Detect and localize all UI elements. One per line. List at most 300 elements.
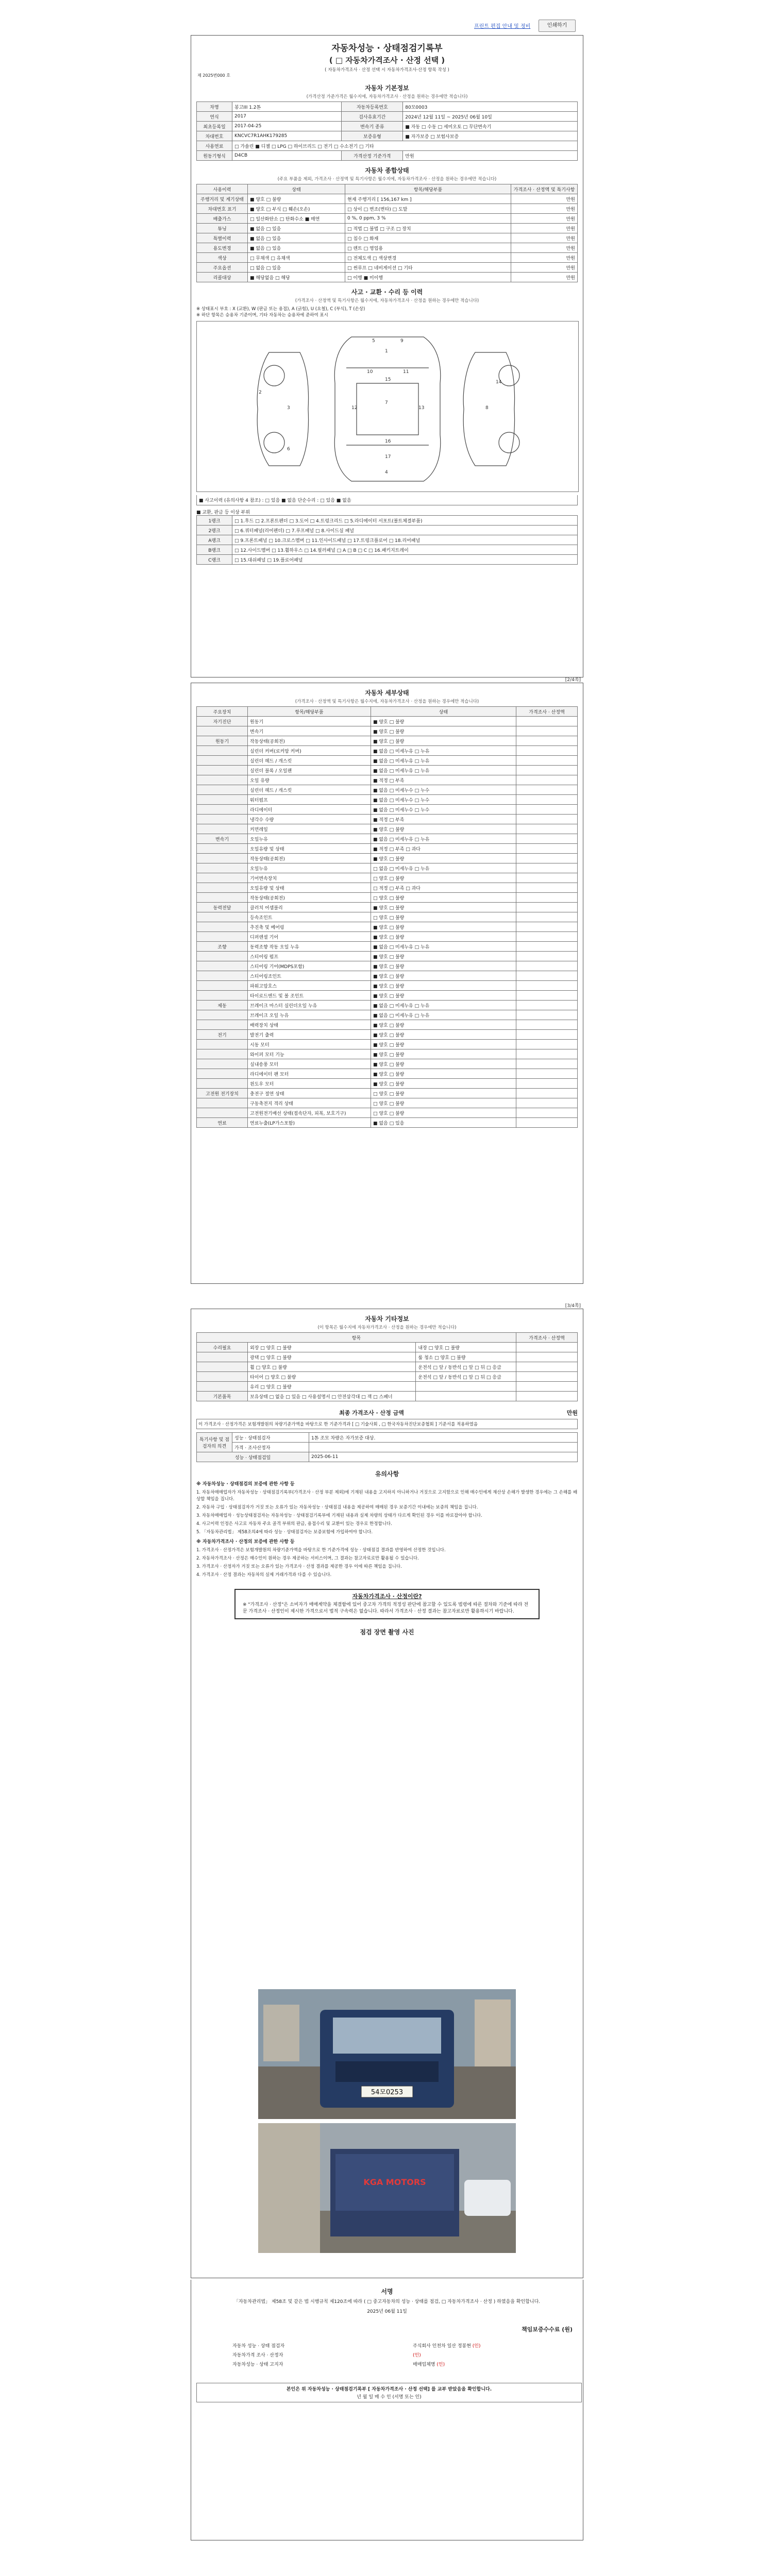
- other-group: [197, 1362, 248, 1372]
- car-top-view: [334, 337, 441, 481]
- detail-group: [197, 795, 248, 805]
- other-group: 수리필요: [197, 1343, 248, 1352]
- other-amount: [516, 1372, 578, 1382]
- detail-group: [197, 766, 248, 775]
- detail-group: [197, 854, 248, 863]
- other-group: [197, 1382, 248, 1392]
- special-value: [309, 1443, 578, 1452]
- detail-item: 작동상태(공회전): [248, 854, 371, 863]
- parts-list: □ 15.대쉬패널 □ 19.플로어패널: [232, 555, 578, 565]
- detail-item: 실린더 헤드 / 개스킷: [248, 756, 371, 766]
- basic-label: 가격산정 기준가격: [342, 151, 403, 161]
- notice-block-2: [196, 1539, 578, 1579]
- status-row: [197, 263, 578, 273]
- detail-item: 오일누유: [248, 863, 371, 873]
- page-3: [191, 1303, 583, 2278]
- detail-item: 오일누유: [248, 834, 371, 844]
- detail-group: [197, 1098, 248, 1108]
- photo-front: [258, 1989, 516, 2119]
- status-item: 특별이력: [197, 233, 248, 243]
- part-label: 4: [385, 470, 388, 475]
- detail-state: ■ 양호 □ 불량: [371, 1069, 516, 1079]
- detail-row: [197, 824, 578, 834]
- detail-row: [197, 1020, 578, 1030]
- detail-amount: [516, 1108, 578, 1118]
- basic-value: 2024년 12월 11일 ~ 2025년 06월 10일: [403, 112, 578, 122]
- photo-title: 점검 장면 촬영 사진: [360, 1629, 414, 1636]
- banner-title: 자동차가격조사 · 산정이란?: [352, 1593, 422, 1600]
- detail-state: ■ 양호 □ 불량: [371, 971, 516, 981]
- basic-info-row: [197, 122, 578, 131]
- notice-item: 1. 가격조사 · 산정가격은 보험개발원의 차량기준가액을 바탕으로 한 기준가격에 성능 · 상태점검 결과를 반영하여 산정한 것입니다.: [196, 1548, 446, 1553]
- other-amount: [516, 1343, 578, 1352]
- detail-row: [197, 1001, 578, 1010]
- detail-amount: [516, 1089, 578, 1098]
- other-group: [197, 1372, 248, 1382]
- basic-value: 2017-04-25: [232, 122, 342, 131]
- other-row: [197, 1343, 578, 1352]
- other-amount: [516, 1392, 578, 1401]
- detail-row: [197, 775, 578, 785]
- status-amount: 만원: [511, 263, 578, 273]
- final-amount-title: 최종 가격조사 · 산정 금액: [339, 1410, 404, 1416]
- detail-row: [197, 1040, 578, 1049]
- detail-amount: [516, 1030, 578, 1040]
- detail-row: [197, 903, 578, 912]
- detail-header: 주요장치: [197, 707, 248, 717]
- status-amount: 만원: [511, 204, 578, 214]
- detail-group: 자기진단: [197, 717, 248, 726]
- detail-amount: [516, 971, 578, 981]
- detail-amount: [516, 1069, 578, 1079]
- detail-item: 오일 유량: [248, 775, 371, 785]
- detail-amount: [516, 1049, 578, 1059]
- detail-item: 윈도우 모터: [248, 1079, 371, 1089]
- detail-amount: [516, 863, 578, 873]
- license-plate: 54모0253: [371, 2089, 404, 2096]
- status-state: ■ 해당없음 □ 해당: [248, 273, 345, 282]
- detail-state: ■ 없음 □ 미세누수 □ 누수: [371, 795, 516, 805]
- status-detail: □ 이행 ■ 미이행: [345, 273, 511, 282]
- detail-amount: [516, 815, 578, 824]
- detail-row: [197, 795, 578, 805]
- status-row: [197, 224, 578, 233]
- detail-item: 커먼레일: [248, 824, 371, 834]
- shop-banner: KGA MOTORS: [363, 2177, 426, 2187]
- detail-title: 자동차 세부상태: [365, 689, 409, 697]
- detail-item: 타이로드엔드 및 볼 조인트: [248, 991, 371, 1001]
- detail-state: ■ 없음 □ 미세누유 □ 누유: [371, 1010, 516, 1020]
- signer-name: 주식회사 인천차 일산 정봉현: [413, 2344, 471, 2349]
- parts-list: □ 12.사이드멤버 □ 13.휠하우스 □ 14.필러패널 □ A □ B □ C □ 16.패키지트레이: [232, 545, 578, 555]
- status-state: ■ 없음 □ 있음: [248, 224, 345, 233]
- signer-role: 자동차성능 · 상태 고지자: [232, 2362, 283, 2367]
- detail-row: [197, 1030, 578, 1040]
- detail-state: ■ 양호 □ 불량: [371, 932, 516, 942]
- detail-item: 냉각수 수량: [248, 815, 371, 824]
- status-amount: 만원: [511, 243, 578, 253]
- status-detail: □ 전체도색 □ 색상변경: [345, 253, 511, 263]
- status-row: [197, 214, 578, 224]
- detail-item: 등속조인트: [248, 912, 371, 922]
- detail-item: 워터펌프: [248, 795, 371, 805]
- detail-amount: [516, 1001, 578, 1010]
- detail-group: [197, 1069, 248, 1079]
- detail-row: [197, 805, 578, 815]
- car-right-rear-wheel: [499, 432, 519, 453]
- detail-amount: [516, 952, 578, 961]
- basic-value: 만원: [403, 151, 578, 161]
- signer-role: 자동차가격 조사 · 산정자: [232, 2353, 283, 2358]
- notice-item: 5. 「자동차관리법」 제58조의4에 따라 성능 · 상태점검자는 보증보험에 가입하여야 합니다.: [196, 1530, 373, 1535]
- other-b: 운전석 □ 앞 / 동반석 □ 앞 □ 뒤 □ 응급: [416, 1372, 516, 1382]
- notice-item: 4. 사고이력 인정은 사고로 자동차 주요 골격 부위의 판금, 용접수리 및 교환이 있는 경우로 한정합니다.: [196, 1521, 392, 1527]
- detail-item: 브레이크 오일 누유: [248, 1010, 371, 1020]
- detail-item: 실내송풍 모터: [248, 1059, 371, 1069]
- status-amount: 만원: [511, 214, 578, 224]
- detail-amount: [516, 717, 578, 726]
- detail-group: [197, 746, 248, 756]
- detail-amount: [516, 746, 578, 756]
- detail-group: [197, 1040, 248, 1049]
- document-note: ( 자동차가격조사 · 산정 선택 시 자동차가격조사·산정 항목 작성 ): [325, 67, 449, 73]
- sign-title: 서명: [381, 2288, 393, 2295]
- status-row: [197, 253, 578, 263]
- banner-text: ※ "가격조사 · 산정"은 소비자가 매매계약을 체결함에 있어 중고차 가격의 적정성 판단에 참고할 수 있도록 법령에 따른 절차와 기준에 따라 전문 가격조사 · 산정인이 제시한 가격으로서 법적 구속력은 없습니다. 따라서 가격조사 · 산정 결과는 참고자료로만 활용하시기 바랍니다.: [243, 1602, 529, 1614]
- basic-info-row: [197, 151, 578, 161]
- detail-amount: [516, 1079, 578, 1089]
- basic-label: 최초등록일: [197, 122, 232, 131]
- parts-rank: B랭크: [197, 545, 232, 555]
- status-item: 튜닝: [197, 224, 248, 233]
- parts-row: [197, 516, 578, 526]
- part-label: 12: [351, 405, 358, 411]
- detail-item: 라디에이터: [248, 805, 371, 815]
- part-label: 2: [259, 390, 262, 395]
- status-item: 주행거리 및 계기상태: [197, 194, 248, 204]
- status-item: 용도변경: [197, 243, 248, 253]
- status-amount: 만원: [511, 273, 578, 282]
- basic-label: 연식: [197, 112, 232, 122]
- detail-item: 브레이크 마스터 실린더오일 누유: [248, 1001, 371, 1010]
- other-amount: [516, 1382, 578, 1392]
- detail-row: [197, 834, 578, 844]
- detail-state: ■ 적정 □ 부족: [371, 815, 516, 824]
- status-detail: □ 적법 □ 불법 □ 구조 □ 장치: [345, 224, 511, 233]
- detail-state: ■ 양호 □ 불량: [371, 961, 516, 971]
- detail-group: [197, 922, 248, 932]
- other-a: 유리 □ 양호 □ 불량: [248, 1382, 416, 1392]
- detail-amount: [516, 932, 578, 942]
- parts-list: □ 1.후드 □ 2.프론트펜더 □ 3.도어 □ 4.트렁크리드 □ 5.라디에이터 서포트(볼트체결부품): [232, 516, 578, 526]
- detail-state: ■ 양호 □ 불량: [371, 736, 516, 746]
- document-title: 자동차성능 · 상태점검기록부: [331, 43, 443, 54]
- notice-item: 3. 가격조사 · 산정자가 거짓 또는 오류가 있는 가격조사 · 산정 결과를 제공한 경우 이에 따른 책임을 집니다.: [196, 1564, 402, 1569]
- status-detail: □ 상이 □ 변조(변타) □ 도말: [345, 204, 511, 214]
- other-header: 가격조사 · 산정액: [516, 1333, 578, 1343]
- detail-row: [197, 756, 578, 766]
- detail-state: ■ 없음 □ 미세누유 □ 누유: [371, 746, 516, 756]
- detail-row: [197, 991, 578, 1001]
- detail-amount: [516, 991, 578, 1001]
- inspection-date-value: 2025-06-11: [309, 1452, 578, 1462]
- detail-row: [197, 1069, 578, 1079]
- status-detail: 0 %, 0 ppm, 3 %: [345, 214, 511, 224]
- detail-amount: [516, 844, 578, 854]
- other-b: 운전석 □ 앞 / 동반석 □ 앞 □ 뒤 □ 응급: [416, 1362, 516, 1372]
- detail-item: 스티어링조인트: [248, 971, 371, 981]
- detail-group: [197, 1049, 248, 1059]
- detail-group: [197, 785, 248, 795]
- detail-group: [197, 952, 248, 961]
- notice-title: 유의사항: [375, 1470, 399, 1478]
- notice-item: 1. 자동차매매업자가 자동차성능 · 상태점검기록부(가격조사 · 산정 부분 제외)에 기재된 내용을 고지하지 아니하거나 거짓으로 고지함으로 인해 매수인에게 재산상 손해가 발생한 경우에는 그 손해를 배상할 책임을 집니다.: [196, 1490, 578, 1502]
- detail-state: ■ 양호 □ 불량: [371, 1059, 516, 1069]
- detail-group: [197, 961, 248, 971]
- status-state: ■ 양호 □ 불량: [248, 194, 345, 204]
- notice-block-1: [196, 1481, 578, 1536]
- detail-amount: [516, 961, 578, 971]
- detail-row: [197, 883, 578, 893]
- part-label: 11: [403, 369, 409, 375]
- detail-group: [197, 863, 248, 873]
- page-1: [191, 35, 583, 677]
- car-right-front-wheel: [499, 365, 519, 386]
- detail-item: 구동축전지 격리 상태: [248, 1098, 371, 1108]
- basic-label: 보증유형: [342, 131, 403, 141]
- accident-flag: ■ 사고이력 (유의사항 4 참조) : □ 있음 ■ 없음 단순수리 : □ 있음 ■ 없음: [196, 495, 578, 505]
- detail-item: 배력장치 상태: [248, 1020, 371, 1030]
- detail-group: 전기: [197, 1030, 248, 1040]
- detail-amount: [516, 805, 578, 815]
- status-row: [197, 273, 578, 282]
- sign-text: 「자동차관리법」 제58조 및 같은 법 시행규칙 제120조에 따라 ( □ 중고자동차의 성능 · 상태를 점검, □ 자동차가격조사 · 산정 ) 하였음을 확인합니다.: [233, 2299, 541, 2304]
- detail-state: □ 양호 □ 불량: [371, 1108, 516, 1118]
- other-amount: [516, 1352, 578, 1362]
- part-label: 8: [485, 405, 489, 411]
- basic-label: 변속기 종류: [342, 122, 403, 131]
- status-table: [196, 184, 578, 282]
- basic-value: ■ 자가보증 □ 보험사보증: [403, 131, 578, 141]
- detail-group: [197, 1010, 248, 1020]
- detail-amount: [516, 903, 578, 912]
- other-a: 보유상태 □ 없음 □ 있음 □ 사용설명서 □ 안전삼각대 □ 잭 □ 스패너: [248, 1392, 416, 1401]
- detail-state: □ 적정 □ 부족 □ 과다: [371, 883, 516, 893]
- other-b: [416, 1382, 516, 1392]
- detail-row: [197, 922, 578, 932]
- status-state: □ 없음 □ 있음: [248, 263, 345, 273]
- parts-list: □ 9.프론트패널 □ 10.크로스멤버 □ 11.인사이드패널 □ 17.트렁크플로어 □ 18.리어패널: [232, 535, 578, 545]
- car-left-rear-wheel: [264, 432, 284, 453]
- detail-state: ■ 없음 □ 미세누유 □ 누유: [371, 766, 516, 775]
- car-left-side: [257, 352, 308, 466]
- special-value: 1톤 조모 차량은 자가보증 대상.: [309, 1433, 578, 1443]
- status-header: 사용이력: [197, 184, 248, 194]
- status-title: 자동차 종합상태: [365, 167, 409, 174]
- other-a: 외장 □ 양호 □ 불량: [248, 1343, 416, 1352]
- detail-state: ■ 없음 □ 있음: [371, 1118, 516, 1128]
- detail-state: ■ 양호 □ 불량: [371, 824, 516, 834]
- detail-group: 제동: [197, 1001, 248, 1010]
- detail-group: [197, 1020, 248, 1030]
- detail-group: [197, 775, 248, 785]
- detail-item: 변속기: [248, 726, 371, 736]
- other-header: 항목: [197, 1333, 516, 1343]
- status-header: 항목/해당부품: [345, 184, 511, 194]
- other-row: [197, 1392, 578, 1401]
- print-button[interactable]: 인쇄하기: [539, 20, 576, 32]
- basic-label: 사용연료: [197, 141, 232, 151]
- special-key: 성능 · 상태점검자: [232, 1433, 309, 1443]
- detail-table: [196, 706, 578, 1128]
- parts-row: [197, 535, 578, 545]
- basic-value: □ 가솔린 ■ 디젤 □ LPG □ 하이브리드 □ 전기 □ 수소전기 □ 기타: [232, 141, 578, 151]
- basic-info-title: 자동차 기본정보: [365, 84, 409, 92]
- detail-state: ■ 양호 □ 불량: [371, 1049, 516, 1059]
- status-detail: □ 침수 □ 화재: [345, 233, 511, 243]
- detail-item: 작동상태(공회전): [248, 736, 371, 746]
- detail-item: 충전구 절연 상태: [248, 1089, 371, 1098]
- detail-row: [197, 942, 578, 952]
- detail-row: [197, 863, 578, 873]
- parts-rank: 2랭크: [197, 526, 232, 535]
- detail-state: ■ 양호 □ 불량: [371, 903, 516, 912]
- notice-item: 3. 자동차매매업자 · 성능상태점검자는 자동차성능 · 상태점검기록부에 기재된 내용과 실제 차량의 상태가 다르게 확인된 경우 이를 바로잡아야 합니다.: [196, 1513, 482, 1518]
- status-header: 상태: [248, 184, 345, 194]
- detail-state: ■ 양호 □ 불량: [371, 991, 516, 1001]
- parts-rank: C랭크: [197, 555, 232, 565]
- detail-group: [197, 1108, 248, 1118]
- part-label: 10: [367, 369, 373, 375]
- parts-rank: A랭크: [197, 535, 232, 545]
- detail-state: □ 양호 □ 불량: [371, 1089, 516, 1098]
- notice2-title: ※ 자동차가격조사 · 산정의 보증에 관한 사항 등: [196, 1539, 295, 1545]
- detail-group: 조향: [197, 942, 248, 952]
- status-detail: □ 렌트 □ 영업용: [345, 243, 511, 253]
- accident-title: 사고 · 교환 · 수리 등 이력: [351, 289, 423, 296]
- car-right-side: [463, 352, 514, 466]
- special-label: 특기사항 및 점검자의 의견: [197, 1433, 232, 1452]
- final-amount-text: 이 가격조사 · 산정가격은 보험개발원의 차량기준가액을 바탕으로 한 기준가격과 [ □ 기술사회 , □ 한국자동차진단보증협회 ] 기준서를 적용하였음: [196, 1419, 578, 1429]
- detail-item: 실린더 헤드 / 개스킷: [248, 785, 371, 795]
- other-b: 내장 □ 양호 □ 불량: [416, 1343, 516, 1352]
- detail-item: 작동상태(공회전): [248, 893, 371, 903]
- detail-group: [197, 726, 248, 736]
- detail-group: [197, 932, 248, 942]
- part-label: 15: [385, 377, 391, 382]
- detail-state: ■ 없음 □ 미세누유 □ 누유: [371, 834, 516, 844]
- detail-state: ■ 양호 □ 불량: [371, 1030, 516, 1040]
- other-b: [416, 1392, 516, 1401]
- detail-amount: [516, 1118, 578, 1128]
- other-row: [197, 1352, 578, 1362]
- detail-amount: [516, 922, 578, 932]
- detail-row: [197, 844, 578, 854]
- detail-state: ■ 양호 □ 불량: [371, 1079, 516, 1089]
- detail-group: [197, 824, 248, 834]
- status-item: 배출가스: [197, 214, 248, 224]
- detail-header: 항목/해당부품: [248, 707, 371, 717]
- detail-state: ■ 없음 □ 미세누수 □ 누수: [371, 805, 516, 815]
- part-label: 16: [385, 439, 391, 444]
- detail-item: 디퍼렌셜 기어: [248, 932, 371, 942]
- detail-row: [197, 1079, 578, 1089]
- price-info-banner: [234, 1589, 540, 1619]
- detail-item: 고전원전기배선 상태(접속단자, 피복, 보호기구): [248, 1108, 371, 1118]
- receipt-confirm: [196, 2383, 582, 2402]
- basic-info-table: [196, 101, 578, 161]
- top-toolbar: [191, 18, 582, 34]
- car-diagram-svg: [197, 321, 578, 492]
- basic-value: ■ 자동 □ 수동 □ 세미오토 □ 무단변속기: [403, 122, 578, 131]
- detail-amount: [516, 824, 578, 834]
- final-amount-unit: 만원: [566, 1410, 578, 1416]
- detail-row: [197, 873, 578, 883]
- detail-group: [197, 971, 248, 981]
- status-row: [197, 243, 578, 253]
- detail-row: [197, 1010, 578, 1020]
- detail-state: □ 양호 □ 불량: [371, 893, 516, 903]
- detail-item: 실린더 커버(로커암 커버): [248, 746, 371, 756]
- status-state: □ 일산화탄소 □ 탄화수소 ■ 매연: [248, 214, 345, 224]
- detail-group: [197, 873, 248, 883]
- part-label: 17: [385, 454, 391, 460]
- status-state: ■ 없음 □ 있음: [248, 243, 345, 253]
- detail-row: [197, 854, 578, 863]
- detail-row: [197, 961, 578, 971]
- other-group: 기본품목: [197, 1392, 248, 1401]
- document-subtitle: ( □ 자동차가격조사 · 산정 선택 ): [329, 56, 445, 65]
- detail-item: 실린더 블록 / 오일팬: [248, 766, 371, 775]
- detail-amount: [516, 883, 578, 893]
- status-amount: 만원: [511, 224, 578, 233]
- detail-state: ■ 양호 □ 불량: [371, 981, 516, 991]
- part-label: 13: [418, 405, 425, 411]
- detail-item: 연료누출(LP가스포함): [248, 1118, 371, 1128]
- detail-item: 라디에이터 팬 모터: [248, 1069, 371, 1079]
- other-header-row: [197, 1333, 578, 1343]
- status-row: [197, 233, 578, 243]
- detail-state: ■ 없음 □ 미세누유 □ 누유: [371, 1001, 516, 1010]
- final-amount-row: [196, 1409, 578, 1417]
- help-link[interactable]: 프린트 편집 안내 및 정비: [474, 24, 531, 29]
- detail-item: 오일유량 및 상태: [248, 844, 371, 854]
- detail-amount: [516, 736, 578, 746]
- detail-state: ■ 양호 □ 불량: [371, 717, 516, 726]
- status-item: 색상: [197, 253, 248, 263]
- detail-state: ■ 양호 □ 불량: [371, 854, 516, 863]
- other-a: 타이어 □ 양호 □ 불량: [248, 1372, 416, 1382]
- front-photo-svg: [258, 1989, 516, 2119]
- detail-item: 동력조향 작동 오일 누유: [248, 942, 371, 952]
- accident-legend: ※ 상태표시 부호 : X (교환), W (판금 또는 용접), A (긁힘), U (요철), C (부식), T (손상): [196, 307, 365, 312]
- special-key: 가격 · 조사산정자: [232, 1443, 309, 1452]
- basic-info-row: [197, 112, 578, 122]
- accident-parts-title: ■ 교환, 판금 등 이상 부위: [196, 510, 250, 515]
- detail-amount: [516, 795, 578, 805]
- detail-group: 변속기: [197, 834, 248, 844]
- detail-amount: [516, 726, 578, 736]
- parts-rank: 1랭크: [197, 516, 232, 526]
- detail-item: 발전기 출력: [248, 1030, 371, 1040]
- detail-item: 추진축 및 베어링: [248, 922, 371, 932]
- signers-left: [232, 2342, 387, 2369]
- detail-row: [197, 726, 578, 736]
- detail-state: ■ 없음 □ 미세누유 □ 누유: [371, 756, 516, 766]
- other-amount: [516, 1362, 578, 1372]
- status-row: [197, 194, 578, 204]
- detail-amount: [516, 1059, 578, 1069]
